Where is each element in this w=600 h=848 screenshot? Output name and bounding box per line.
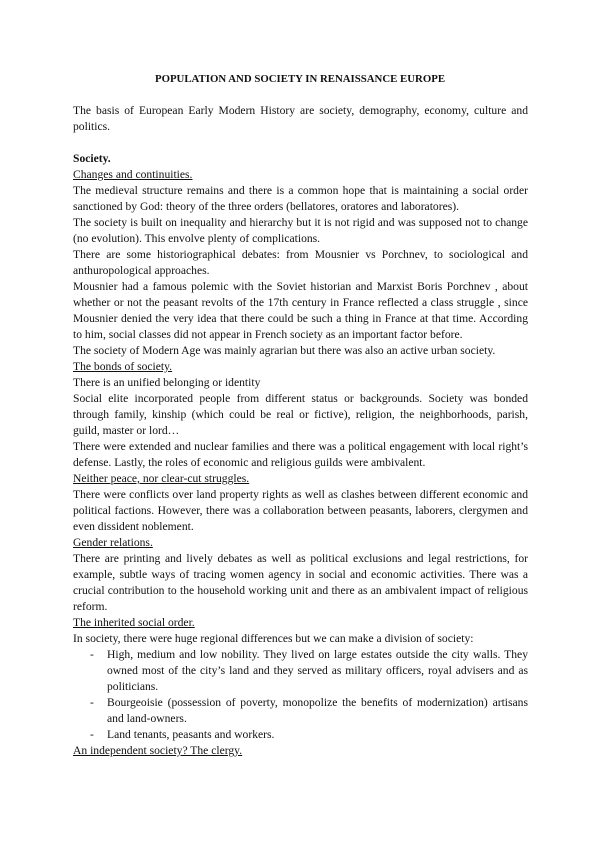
intro-text: The basis of European Early Modern History are society, demography, economy, culture and politics.: [73, 104, 528, 133]
subsection-heading: The inherited social order.: [73, 616, 195, 629]
paragraph: In society, there were huge regional differences but we can make a division of society:: [73, 632, 474, 645]
list-item-text: Land tenants, peasants and workers.: [107, 728, 275, 741]
paragraph: There were extended and nuclear families and there was a political engagement with local right’s defense. Lastly, the roles of economic and religious guilds were ambivalent.: [73, 440, 528, 469]
list-bullet: -: [90, 648, 94, 661]
social-order-list: [73, 647, 528, 743]
paragraph: There is an unified belonging or identity: [73, 376, 261, 389]
list-item-text: Bourgeoisie (possession of poverty, monopolize the benefits of modernization) artisans and land-owners.: [107, 696, 528, 725]
subsection-heading: Changes and continuities.: [73, 168, 193, 181]
list-item: [73, 647, 528, 695]
document-title: POPULATION AND SOCIETY IN RENAISSANCE EUROPE: [154, 73, 446, 85]
list-item-text: High, medium and low nobility. They lived on large estates outside the city walls. They owned most of the city’s land and they served as military officers, royal advisers and as politicians.: [107, 648, 528, 693]
paragraph: The society is built on inequality and hierarchy but it is not rigid and was supposed not to change (no evolution). This envolve plenty of complications.: [73, 216, 528, 245]
paragraph: Social elite incorporated people from different status or backgrounds. Society was bonded through family, kinship (which could be real or fictive), religion, the neighborhoods, parish, guild, master or lord…: [73, 392, 528, 437]
society-section: [73, 151, 528, 759]
list-item: [73, 695, 528, 727]
paragraph: The society of Modern Age was mainly agrarian but there was also an active urban society.: [73, 344, 496, 357]
subsection-heading: An independent society? The clergy.: [73, 744, 243, 757]
subsection-heading: Neither peace, nor clear-cut struggles.: [73, 472, 250, 485]
paragraph: Mousnier had a famous polemic with the Soviet historian and Marxist Boris Porchnev , about whether or not the peasant revolts of the 17th century in France reflected a class struggle , since Mousnier denied the very idea that there could be such a thing in France at that time. According to him, social classes did not appear in French society as an important factor before.: [73, 280, 528, 341]
subsection-heading: The bonds of society.: [73, 360, 173, 373]
list-item: [73, 727, 528, 743]
paragraph: There are some historiographical debates: from Mousnier vs Porchnev, to sociological and anthuropological approaches.: [73, 248, 528, 277]
paragraph: The medieval structure remains and there is a common hope that is maintaining a social order sanctioned by God: theory of the three orders (bellatores, oratores and laboratores).: [73, 184, 528, 213]
subsection-heading: Gender relations.: [73, 536, 153, 549]
section-heading: Society.: [73, 152, 111, 165]
paragraph: There are printing and lively debates as well as political exclusions and legal restrictions, for example, subtle ways of tracing women agency in social and economic activities. There was a crucial contribution to the household working unit and there as an ambivalent impact of religious reform.: [73, 552, 528, 613]
intro-paragraph: [73, 103, 528, 135]
paragraph: There were conflicts over land property rights as well as clashes between different economic and political factions. However, there was a collaboration between peasants, laborers, clergymen and even dissident noblement.: [73, 488, 528, 533]
list-bullet: -: [90, 696, 94, 709]
list-bullet: -: [90, 728, 94, 741]
